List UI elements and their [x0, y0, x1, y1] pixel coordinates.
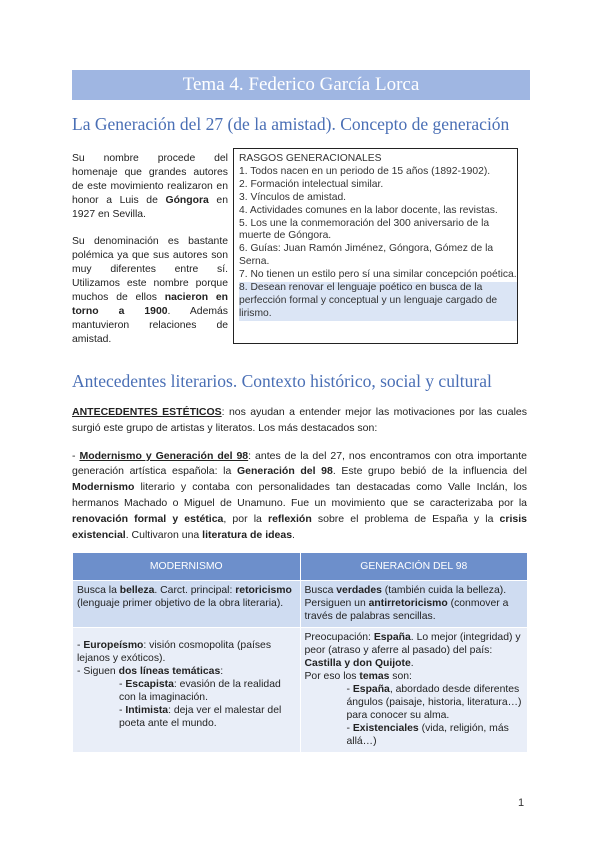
table-row — [73, 581, 528, 628]
cell-modernismo-belleza: Busca la belleza. Carct. principal: retoricismo (lenguaje primer objetivo de la obra literaria). — [73, 581, 301, 628]
document-title: Tema 4. Federico García Lorca — [72, 70, 530, 100]
page-number: 1 — [518, 797, 525, 809]
intro-paragraph-2: Su denominación es bastante polémica ya que sus autores son muy diferentes entre sí. Utilizamos este nombre porque muchos de ellos nacieron en torno a 1900. Además mantuvieron relaciones de amistad. — [72, 236, 228, 345]
rasgo-item: 5. Los une la conmemoración del 300 aniversario de la muerte de Góngora. — [239, 217, 490, 242]
rasgo-item: 4. Actividades comunes en la labor docente, las revistas. — [239, 204, 498, 216]
cell-generacion98-temas: Preocupación: España. Lo mejor (integridad) y peor (atraso y aferre al pasado) del país: Castilla y don Quijote. Por eso los temas son: - España, abordado desde diferentes ángulos (paisaje, historia, literatura…) para conocer su alma. - Existenciales (vida, religión, más allá…) — [300, 628, 528, 753]
header-generacion-98: GENERACIÓN DEL 98 — [300, 553, 528, 581]
rasgo-item-highlighted: 8. Desean renovar el lenguaje poético en busca de la perfección formal y conceptual y un lenguaje cargado de lirismo. — [239, 282, 517, 321]
antecedentes-text — [72, 405, 527, 543]
rasgo-item: 1. Todos nacen en un periodo de 15 años (1892-1902). — [239, 165, 491, 177]
antecedentes-paragraph-2: - Modernismo y Generación del 98: antes de la del 27, nos encontramos con otra importante generación artística española: la Generación del 98. Este grupo bebió de la influencia del Modernismo literario y contaba con personalidades tan destacadas como Valle Inclán, los hermanos Machado o Miguel de Unamuno. Fue un movimiento que se caracterizaba por la renovación formal y estética, por la reflexión sobre el problema de España y la crisis existencial. Cultivaron una literatura de ideas. — [72, 449, 527, 541]
header-modernismo: MODERNISMO — [73, 553, 301, 581]
rasgos-generacionales-box — [233, 148, 518, 344]
table-row — [73, 628, 528, 753]
antecedentes-paragraph-1: ANTECEDENTES ESTÉTICOS: nos ayudan a entender mejor las motivaciones por las cuales surgió este grupo de artistas y literatos. Los más destacados son: — [72, 406, 527, 434]
rasgo-item: 3. Vínculos de amistad. — [239, 191, 347, 203]
cell-modernismo-temas: - Europeísmo: visión cosmopolita (países lejanos y exóticos). - Siguen dos líneas temáticas: - Escapista: evasión de la realidad con la imaginación. - Intimista: deja ver el malestar del poeta ante el mundo. — [73, 628, 301, 753]
section-heading-antecedentes: Antecedentes literarios. Contexto histórico, social y cultural — [72, 371, 492, 391]
table-header-row — [73, 553, 528, 581]
intro-paragraph-1: Su nombre procede del homenaje que grandes autores de este movimiento realizaron en honor a Luis de Góngora en 1927 en Sevilla. — [72, 153, 228, 220]
section-heading-generacion: La Generación del 27 (de la amistad). Concepto de generación — [72, 114, 510, 134]
cell-generacion98-verdades: Busca verdades (también cuida la belleza). Persiguen un antirretoricismo (conmover a través de palabras sencillas. — [300, 581, 528, 628]
rasgos-heading: RASGOS GENERACIONALES — [239, 153, 382, 164]
rasgo-item: 6. Guías: Juan Ramón Jiménez, Góngora, Gómez de la Serna. — [239, 243, 494, 268]
comparison-table — [72, 552, 528, 753]
rasgo-item: 7. No tienen un estilo pero sí una similar concepción poética. — [239, 269, 517, 281]
intro-text — [72, 152, 228, 347]
rasgo-item: 2. Formación intelectual similar. — [239, 178, 384, 190]
